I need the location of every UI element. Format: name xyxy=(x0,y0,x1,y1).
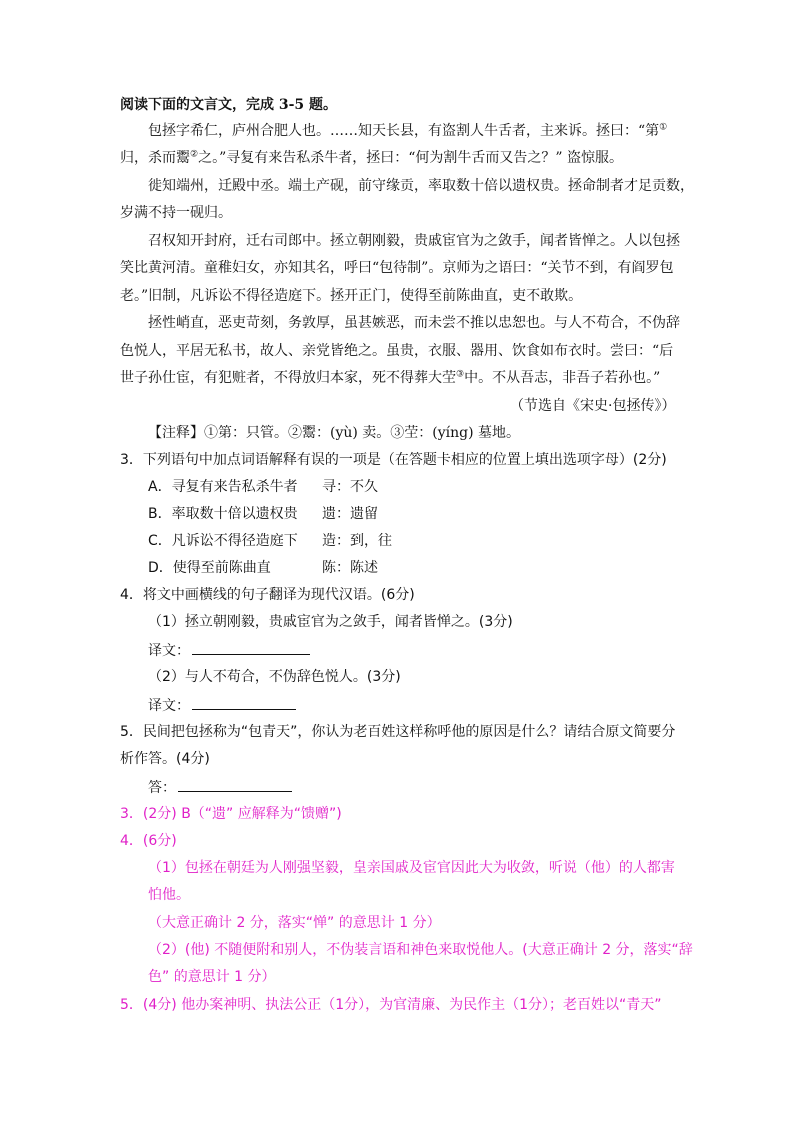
answer-4-2: 色” 的意思计 1 分） xyxy=(148,969,276,985)
instruction: 阅读下面的文言文，完成 3-5 题。 xyxy=(120,97,338,113)
passage-line: 召权知开封府，迁右司郎中。拯立朝刚毅，贵戚宦官为之敛手，闻者皆惮之。人以包拯 xyxy=(148,233,680,249)
passage-line: 笑比黄河清。童稚妇女，亦知其名，呼曰“包待制”。京师为之语曰：“关节不到，有阎罗包 xyxy=(120,260,674,276)
question-4-sentence-1: （1）拯立朝刚毅，贵戚宦官为之敛手，闻者皆惮之。(3分) xyxy=(148,614,513,630)
answer-5-field: 答： xyxy=(148,777,292,798)
question-5-stem: 析作答。(4分) xyxy=(120,751,210,767)
passage-line: 拯性峭直，恶吏苛刻，务敦厚，虽甚嫉恶，而未尝不推以忠恕也。与人不苟合，不伪辞 xyxy=(148,315,680,331)
note-marker: ③ xyxy=(456,369,465,380)
translation-1: 译文： xyxy=(148,640,310,661)
question-4-sentence-2: （2）与人不苟合，不伪辞色悦人。(3分) xyxy=(148,669,401,685)
option-a: A．寻复有来告私杀牛者 寻：不久 xyxy=(148,479,378,495)
question-4-stem: 4．将文中画横线的句子翻译为现代汉语。(6分) xyxy=(120,587,415,603)
passage-line: 世子孙仕宦，有犯赃者，不得放归本家，死不得葬大茔③中。不从吾志，非吾子若孙也。” xyxy=(120,369,661,386)
translation-2: 译文： xyxy=(148,695,296,716)
option-c: C．凡诉讼不得径造庭下 造：到，往 xyxy=(148,533,392,549)
translation-2-blank[interactable] xyxy=(192,695,296,710)
answer-4-heading: 4．(6分) xyxy=(120,833,177,849)
answer-4-2: （2）(他) 不随便附和别人，不伪装言语和神色来取悦他人。(大意正确计 2 分，落实“辞 xyxy=(148,942,693,958)
note-marker: ① xyxy=(659,122,668,133)
note-marker: ② xyxy=(190,149,199,160)
answer-4-1: （1）包拯在朝廷为人刚强坚毅，皇亲国戚及宦官因此大为收敛，听说（他）的人都害 xyxy=(148,860,675,876)
passage-line: 包拯字希仁，庐州合肥人也。……知天长县，有盗割人牛舌者，主来诉。拯曰：“第① xyxy=(148,122,668,139)
option-b: B．率取数十倍以遗权贵 遗：遗留 xyxy=(148,506,378,522)
passage-line: 归，杀而鬻②之。”寻复有来告私杀牛者，拯曰：“何为割牛舌而又告之？” 盗惊服。 xyxy=(120,149,623,166)
translation-1-blank[interactable] xyxy=(192,640,310,655)
question-5-stem: 5．民间把包拯称为“包青天”，你认为老百姓这样称呼他的原因是什么？请结合原文简要分 xyxy=(120,724,676,740)
answer-5-blank[interactable] xyxy=(178,777,292,792)
notes: 【注释】①第：只管。②鬻：(yù) 卖。③茔：(yíng) 墓地。 xyxy=(148,425,521,441)
answer-5: 5．(4分) 他办案神明、执法公正（1分），为官清廉、为民作主（1分）；老百姓以“青天” xyxy=(120,997,662,1013)
option-d: D．使得至前陈曲直 陈：陈述 xyxy=(148,560,378,576)
answer-3: 3．(2分) B（“遗” 应解释为“馈赠”) xyxy=(120,806,342,822)
question-3-stem: 3．下列语句中加点词语解释有误的一项是（在答题卡相应的位置上填出选项字母）(2分) xyxy=(120,452,667,468)
passage-line: 岁满不持一砚归。 xyxy=(120,205,232,221)
passage-line: 徙知端州，迁殿中丞。端土产砚，前守缘贡，率取数十倍以遗权贵。拯命制者才足贡数， xyxy=(148,178,694,194)
answer-4-1-scoring: （大意正确计 2 分，落实“惮” 的意思计 1 分） xyxy=(148,915,441,931)
source-citation: （节选自《宋史·包拯传》） xyxy=(510,398,676,414)
answer-4-1: 怕他。 xyxy=(148,887,190,903)
passage-line: 色悦人，平居无私书，故人、亲党皆绝之。虽贵，衣服、器用、饮食如布衣时。尝曰：“后 xyxy=(120,343,674,359)
passage-line: 老。”旧制，凡诉讼不得径造庭下。拯开正门，使得至前陈曲直，吏不敢欺。 xyxy=(120,288,583,304)
